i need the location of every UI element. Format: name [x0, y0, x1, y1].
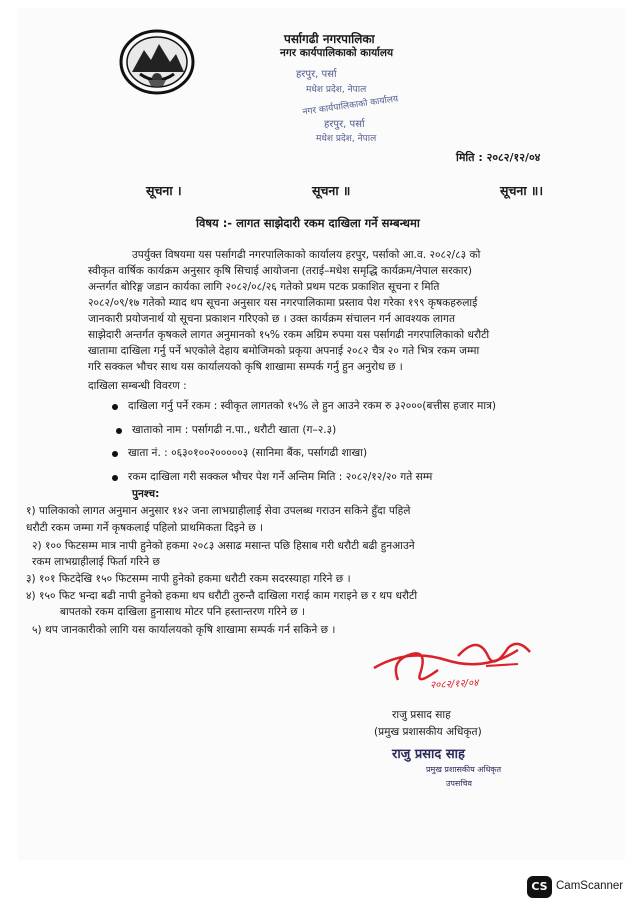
note-line: बापतको रकम दाखिला हुनासाथ मोटर पनि हस्तान्तरण गरिने छ । [60, 606, 306, 618]
details-heading: दाखिला सम्बन्धी विवरण : [88, 380, 187, 392]
body-line: स्वीकृत वार्षिक कार्यक्रम अनुसार कृषि सिचाई आयोजना (तराई–मधेश समृद्धि कार्यक्रम/नेपाल सरकार) [88, 265, 472, 277]
detail-item [132, 423, 336, 437]
detail-text: खाता नं. : ०६३०१००२०००००३ (सानिमा बैंक, पर्सागढी शाखा) [128, 447, 368, 459]
name-stamp-title: प्रमुख प्रशासकीय अधिकृत [426, 765, 502, 774]
notice-right: सूचना ॥। [500, 183, 544, 198]
signatory-title: (प्रमुख प्रशासकीय अधिकृत) [374, 726, 482, 738]
camscanner-brand: CamScanner [556, 880, 624, 892]
note-line: ३) १०१ फिटदेखि १५० फिटसम्म नापी हुनेको हकमा धरौटी रकम सदरस्याहा गरिने छ । [26, 573, 351, 585]
note-line: रकम लाभग्राहीलाई फिर्ता गरिने छ [32, 556, 160, 568]
detail-text: दाखिला गर्नु पर्ने रकम : स्वीकृत लागतको १५% ले हुन आउने रकम रु ३२०००(बत्तीस हजार मात्र) [128, 400, 497, 412]
body-line: खातामा दाखिला गर्नु पर्ने भएकोले देहाय बमोजिमको प्रकृया अपनाई २०८२ चैत्र २० गते भित्र रकम जम्मा [88, 345, 480, 357]
bullet-dot [112, 475, 118, 481]
stamp-line: हरपुर, पर्सा [324, 119, 365, 130]
signatory-name: राजु प्रसाद साह [392, 709, 451, 721]
note-line: ५) थप जानकारीको लागि यस कार्यालयको कृषि शाखामा सम्पर्क गर्न सकिने छ । [32, 624, 336, 636]
stamp-line: मधेश प्रदेश, नेपाल [316, 134, 377, 144]
body-line: अन्तर्गत बोरिङ्ग जडान कार्यका लागि २०८२/०८/२६ गतेको प्रथम पटक प्रकाशित सूचना र मिति [88, 281, 440, 293]
name-stamp-subtitle: उपसचिव [446, 779, 472, 788]
signature-date: २०८२/१२/०४ [429, 677, 479, 692]
body-line: २०८२/०९/१७ गतेको म्याद थप सूचना अनुसार यस नगरपालिकामा प्रस्ताव पेश गरेका १९९ कृषकहरुलाई [88, 297, 478, 309]
subject-line: विषय :- लागत साझेदारी रकम दाखिला गर्ने सम्बन्धमा [196, 216, 420, 230]
body-line: उपर्युक्त विषयमा यस पर्सागढी नगरपालिकाको कार्यालय हरपुर, पर्साको आ.व. २०८२/८३ को [132, 249, 481, 261]
note-heading: पुनश्च: [132, 488, 160, 500]
note-line: धरौटी रकम जम्मा गर्ने कृषकलाई पहिलो प्राथमिकता दिइने छ । [26, 522, 263, 534]
bullet-dot [112, 404, 118, 410]
bullet-dot [116, 428, 122, 434]
detail-item [128, 446, 367, 460]
body-line: गरि सक्कल भौचर साथ यस कार्यालयको कृषि शाखामा सम्पर्क गर्नु हुन अनुरोध छ । [88, 361, 403, 373]
detail-item [128, 399, 496, 413]
body-line: साझेदारी अन्तर्गत कृषकले लागत अनुमानको १५% रकम अग्रिम रुपमा यस पर्सागढी नगरपालिकाको धरौटी [88, 329, 490, 341]
note-line: २) १०० फिटसम्म मात्र नापी हुनेको हकमा २०८३ असाढ मसान्त पछि हिसाब गरी धरौटी बढी हुनआउने [32, 540, 415, 552]
detail-text: रकम दाखिला गरी सक्कल भौचर पेश गर्ने अन्तिम मिति : २०८२/१२/२० गते सम्म [128, 471, 433, 483]
camscanner-logo: CS [527, 876, 552, 898]
office-name: पर्सागढी नगरपालिका [284, 32, 375, 46]
office-subtitle: नगर कार्यपालिकाको कार्यालय [280, 47, 394, 59]
stamp-line: हरपुर, पर्सा [296, 69, 337, 80]
detail-text: खाताको नाम : पर्सागढी न.पा., धरौटी खाता (ग–२.३) [132, 424, 337, 436]
bullet-dot [112, 451, 118, 457]
name-stamp: राजु प्रसाद साह [392, 747, 465, 762]
body-line: जानकारी प्रयोजनार्थ यो सूचना प्रकाशन गरिएको छ । उक्त कार्यक्रम संचालन गर्न आवश्यक लागत [88, 313, 455, 325]
note-line: ४) १५० फिट भन्दा बढी नापी हुनेको हकमा थप धरौटी तुरुन्तै दाखिला गराई काम गराइने छ र थप धरौटी [26, 590, 418, 602]
notice-center: सूचना ॥ [312, 183, 351, 198]
detail-item [128, 470, 432, 484]
handwritten-signature [368, 630, 548, 702]
notice-left: सूचना । [146, 183, 182, 198]
stamp-line: मधेश प्रदेश, नेपाल [306, 85, 367, 95]
note-line: १) पालिकाको लागत अनुमान अनुसार १४२ जना लाभग्राहीलाई सेवा उपलब्ध गराउन सकिने हुँदा पहिले [26, 505, 411, 517]
document-date: मिति : २०८२/१२/०४ [456, 151, 541, 164]
stamp-line: नगर कार्यपालिकाको कार्यालय [301, 94, 399, 118]
nepal-emblem-logo [118, 28, 196, 96]
